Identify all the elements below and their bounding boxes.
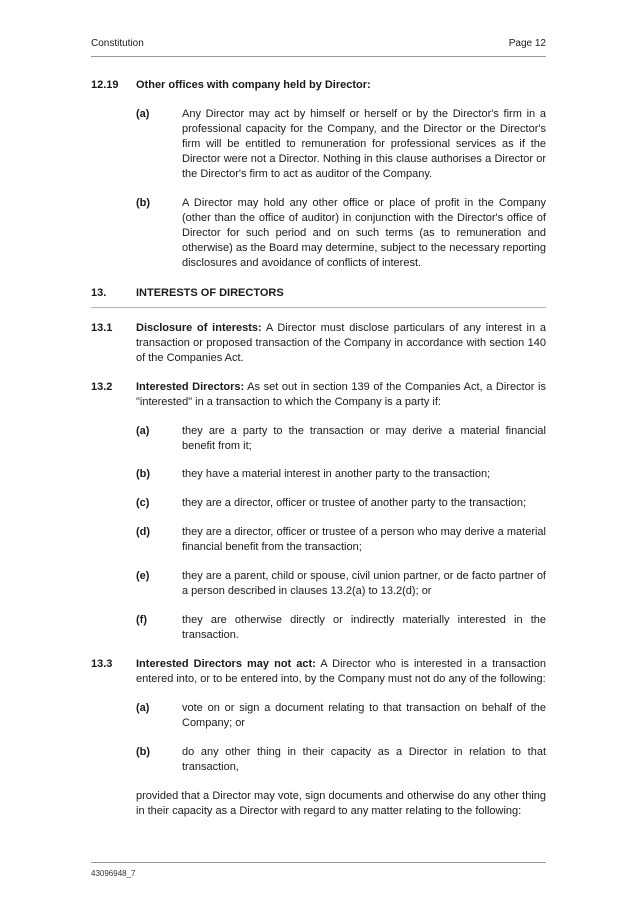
header-title: Constitution [91,38,144,49]
section-13-heading [91,286,546,301]
page-header [91,38,546,58]
clause-13-2 [91,380,546,410]
item-text: do any other thing in their capacity as a Director in relation to that transaction, [182,746,546,773]
footer-divider [91,862,546,863]
item-text: they are a party to the transaction or may derive a material financial benefit from it; [182,425,546,452]
item-label: (b) [136,197,151,209]
clause-number: 13.1 [91,322,113,334]
clause-13-2-f [136,613,546,643]
clause-12-19-heading [91,78,546,99]
clause-text [136,321,546,366]
document-id: 43096948_7 [91,869,136,878]
clause-title: Other offices with company held by Director: [136,79,371,91]
page-number: Page 12 [508,38,546,49]
clause-13-3 [91,657,546,687]
clause-body: A Director who is interested in a transaction entered into, or to be entered into, by the Company must not do any of the following: [136,658,547,685]
clause-13-2-c [136,496,546,511]
clause-13-3-proviso: provided that a Director may vote, sign documents and otherwise do any other thing in their capacity as a Director with regard to any matter relating to the following: [136,790,546,817]
item-label: (c) [136,497,150,509]
item-text: they are otherwise directly or indirectly materially interested in the transaction. [182,614,546,641]
clause-text [136,657,546,687]
item-label: (d) [136,526,151,538]
header-divider [91,56,546,57]
document-body [91,78,546,819]
clause-12-19-a [136,107,546,182]
clause-lead: Interested Directors: [136,381,245,393]
clause-13-1 [91,321,546,366]
item-label: (f) [136,614,147,626]
item-label: (a) [136,702,150,714]
item-text: vote on or sign a document relating to that transaction on behalf of the Company; or [182,702,546,729]
clause-13-2-d [136,525,546,555]
clause-lead: Interested Directors may not act: [136,658,316,670]
clause-number: 13.3 [91,658,113,670]
item-label: (b) [136,746,151,758]
item-label: (a) [136,425,150,437]
item-label: (e) [136,570,150,582]
item-label: (b) [136,468,151,480]
clause-13-2-e [136,569,546,599]
clause-13-2-a [136,424,546,454]
clause-number: 12.19 [91,79,119,91]
clause-13-2-b [136,467,546,482]
item-label: (a) [136,108,150,120]
clause-body: As set out in section 139 of the Companies Act, a Director is "interested" in a transaction to which the Company is a party if: [136,381,546,408]
clause-body: A Director must disclose particulars of any interest in a transaction or proposed transaction of the Company in accordance with section 140 of the Companies Act. [136,322,546,364]
item-text: they are a director, officer or trustee of another party to the transaction; [182,497,527,509]
item-text: they are a parent, child or spouse, civil union partner, or de facto partner of a person described in clauses 13.2(a) to 13.2(d); or [182,570,546,597]
item-text: they have a material interest in another party to the transaction; [182,468,491,480]
section-divider [91,307,546,308]
clause-13-3-a [136,701,546,731]
item-text: they are a director, officer or trustee of a person who may derive a material financial benefit from the transaction; [182,526,546,553]
clause-13-3-b [136,745,546,775]
clause-lead: Disclosure of interests: [136,322,262,334]
clause-number: 13.2 [91,381,113,393]
item-text: A Director may hold any other office or place of profit in the Company (other than the office of auditor) in conjunction with the Director's office of Director for such period and on such terms (as to remuneration and otherwise) as the Board may determine, subject to the necessary reporting disclosures and avoidance of conflicts of interest. [182,197,546,269]
section-title: INTERESTS OF DIRECTORS [136,287,284,299]
section-number: 13. [91,287,107,299]
clause-text [136,380,546,410]
clause-12-19-b [136,196,546,271]
item-text: Any Director may act by himself or herself or by the Director's firm in a professional capacity for the Company, and the Director or the Director's firm will be entitled to remuneration for professional services as if the Director were not a Director. Nothing in this clause authorises a Director or the Director's firm to act as auditor of the Company. [182,108,546,180]
